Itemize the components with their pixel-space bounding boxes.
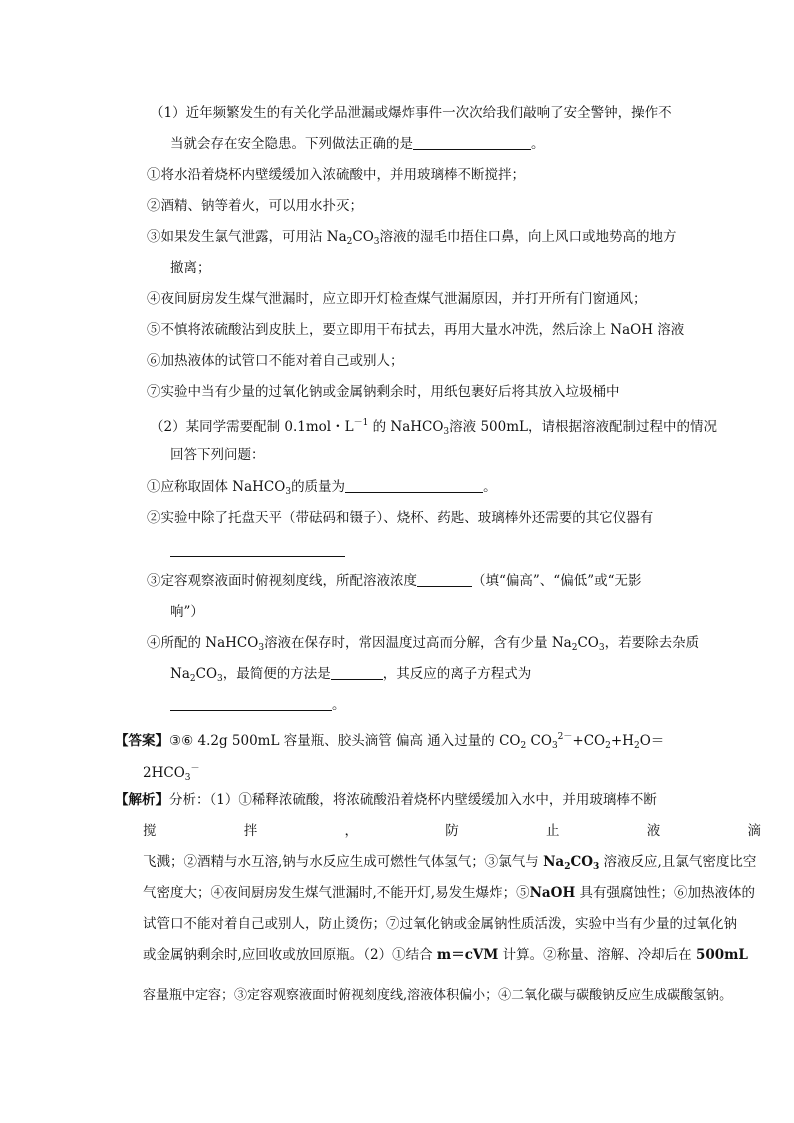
q2-sub-2-blank-line	[170, 542, 345, 560]
analysis-line2: 搅 拌 ， 防 止 液 滴	[143, 823, 761, 839]
q1-option-5: ⑤不慎将浓硫酸沾到皮肤上，要立即用干布拭去，再用大量水冲洗，然后涂上 NaOH 溶液	[147, 322, 685, 338]
q1-option-7: ⑦实验中当有少量的过氧化钠或金属钠剩余时，用纸包裹好后将其放入垃圾桶中	[147, 384, 620, 400]
q1-option-2: ②酒精、钠等着火，可以用水扑灭；	[147, 198, 363, 214]
analysis-line7: 容量瓶中定容；③定容观察液面时俯视刻度线,溶液体积偏小；④二氧化碳与碳酸钠反应生成碳酸氢钠。	[143, 988, 733, 1003]
q1-option-3-cont: 撤离；	[170, 260, 211, 276]
analysis-line1: 【解析】分析：（1）①稀释浓硫酸，将浓硫酸沿着烧杯内壁缓缓加入水中，并用玻璃棒不断	[115, 792, 657, 808]
q1-option-3: ③如果发生氯气泄露，可用沾 $Na_2CO_3$溶液的湿毛巾捂住口鼻，向上风口或地势高的地方	[147, 229, 677, 247]
answer-blank	[413, 135, 531, 150]
q1-prompt-line2: 当就会存在安全隐患。下列做法正确的是 。	[170, 136, 545, 152]
q2-sub-2: ②实验中除了托盘天平（带砝码和镊子）、烧杯、药匙、玻璃棒外还需要的其它仪器有	[147, 510, 654, 526]
analysis-line4: 气密度大；④夜间厨房发生煤气泄漏时,不能开灯,易发生爆炸；⑤NaOH 具有强腐蚀性；⑥加热液体的	[143, 885, 755, 901]
analysis-line5: 试管口不能对着自己或别人，防止烫伤；⑦过氧化钠或金属钠性质活泼，实验中当有少量的过氧化钠	[143, 916, 737, 932]
answer-blank	[170, 542, 345, 557]
q2-sub-4-cont: $Na_2CO_3$，最简便的方法是 ，其反应的离子方程式为	[170, 666, 532, 684]
answer-blank	[345, 478, 483, 493]
answer-line1: 【答案】③⑥ 4.2g 500mL 容量瓶、胶头滴管 偏高 通入过量的 $CO_2$ $CO_3^{2-}+CO_2+H_2O=$	[115, 732, 665, 751]
analysis-label: 【解析】	[115, 792, 169, 808]
q1-option-6: ⑥加热液体的试管口不能对着自己或别人；	[147, 353, 404, 369]
q1-option-1: ①将水沿着烧杯内壁缓缓加入浓硫酸中，并用玻璃棒不断搅拌；	[147, 167, 525, 183]
analysis-line6: 或金属钠剩余时,应回收或放回原瓶。（2）①结合 m＝cVM 计算。②称量、溶解、冷却后在 500mL	[143, 947, 748, 963]
answer-blank	[417, 572, 472, 587]
answer-blank	[331, 665, 383, 680]
q2-prompt-line2: 回答下列问题：	[170, 447, 265, 463]
q2-prompt-line1: （2）某同学需要配制 0.1mol・$L^{-1}$ 的 NaHCO$_3$溶液 500mL，请根据溶液配制过程中的情况	[150, 418, 717, 437]
q2-sub-3: ③定容观察液面时俯视刻度线，所配溶液浓度 （填“偏高”、“偏低”或“无影	[147, 573, 642, 589]
answer-blank	[170, 696, 332, 711]
answer-label: 【答案】	[115, 733, 169, 749]
q2-sub-3-cont: 响”）	[170, 604, 204, 620]
q2-sub-4: ④所配的 NaHCO$_3$溶液在保存时，常因温度过高而分解，含有少量 $Na_2CO_3$，若要除去杂质	[147, 635, 700, 653]
q2-sub-4-blank-line: 。	[170, 696, 346, 714]
answer-line2: $2HCO_3^-$	[143, 764, 200, 783]
q1-option-4: ④夜间厨房发生煤气泄漏时，应立即开灯检查煤气泄漏原因，并打开所有门窗通风；	[147, 291, 647, 307]
q2-sub-1: ①应称取固体 NaHCO$_3$的质量为 。	[147, 479, 497, 497]
analysis-line3: 飞溅；②酒精与水互溶,钠与水反应生成可燃性气体氢气；③氯气与 $Na_2CO_3$ 溶液反应,且氯气密度比空	[143, 854, 757, 872]
q1-prompt-line1: （1）近年频繁发生的有关化学品泄漏或爆炸事件一次次给我们敲响了安全警钟，操作不	[150, 105, 672, 121]
